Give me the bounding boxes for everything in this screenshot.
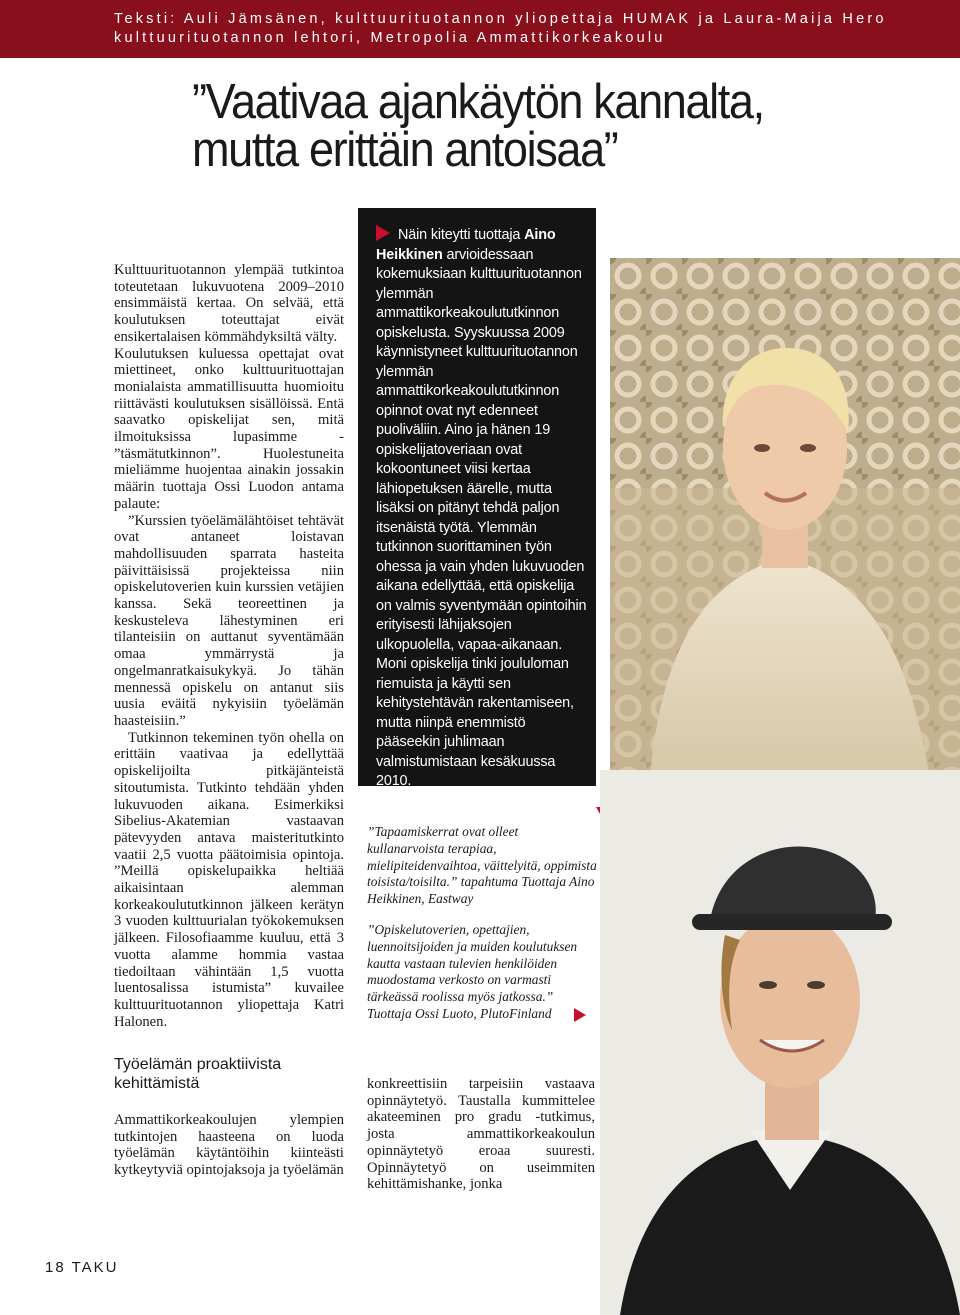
- header-bar: [0, 0, 960, 58]
- page-number: 18 TAKU: [45, 1259, 119, 1276]
- section-subhead: Työelämän proaktiivista kehittämistä: [114, 1056, 282, 1092]
- byline: Teksti: Auli Jämsänen, kulttuurituotannon yliopettaja HUMAK ja Laura-Maija Hero kulttuurituotannon lehtori, Metropolia Ammattikorkeakoulu: [114, 11, 887, 46]
- paragraph: Kulttuurituotannon ylempää tutkintoa toteutetaan lukuvuotena 2009–2010 ensimmäistä kertaa. On selvää, että koulutuksen toteuttajat eivät ensikertalaisen kömmähdyksiltä välty.: [114, 262, 344, 345]
- paragraph: ”Kurssien työelämälähtöiset tehtävät ovat antaneet loistavan mahdollisuuden sparrata hasteita päivittäisissä projekteissa niin opiskelutoverien kuin kurssien vetäjien kanssa. Sekä teoreettinen ja keskusteleva lähestyminen eri tilanteisiin on auttanut syventämään omaa ymmärrystä ja ongelmanratkaisukykyä. Jo tähän mennessä opiskelu on antanut siis uusia eväitä nykyisiin työelämän haasteisiin.”: [114, 512, 344, 729]
- paragraph: Koulutuksen kuluessa opettajat ovat miettineet, onko kulttuurituottajan monialaista ammatillisuutta huomioitu riittävästi koulutuksen sisällöissä. Entä saavatko opiskelijat sen, mitä ilmoituksissa lupasimme - ”täsmätutkinnon”. Huolestuneita mieliämme huojentaa ainakin jossakin määrin tuottaja Ossi Luodon antama palaute:: [114, 345, 344, 512]
- photo-portrait-woman: [610, 258, 960, 778]
- headline-line-2: mutta erittäin antoisaa”: [192, 123, 618, 177]
- highlight-text: [376, 225, 588, 792]
- highlight-lead: Näin kiteytti tuottaja: [398, 227, 525, 243]
- left-column: [114, 262, 344, 1030]
- photo-portrait-man: [600, 770, 960, 1315]
- paragraph: Tutkinnon tekeminen työn ohella on erittäin vaativaa ja edellyttää opiskelijoilta pitkäjänteistä sitoutumista. Tutkinto tehdään yhden lukuvuoden aikana. Esimerkiksi Sibelius-Akatemian vastaavan pätevyyden antava maisteritutkinto vaatii 2,5 vuotta päätoimisia opintoja. ”Meillä opiskelupaikka heltiää aikaisintaan alemman korkeakoulututkinnon jälkeen kerätyn 3 vuoden kulttuurialan työkokemuksen jälkeen. Filosofiaamme kuuluu, että 3 vuotta alamme hommia vastaa tiedoiltaan vähintään 1,5 vuotta luentosalissa istumista” kuvailee kulttuurituotannon yliopettaja Katri Halonen.: [114, 729, 344, 1030]
- headline: [192, 75, 873, 177]
- pull-quote: ”Opiskelutoverien, opettajien, luennoitsijoiden ja muiden koulutuksen kautta vastaan tulevien henkilöiden muodostama verkosto on varmasti tärkeässä roolissa myös jatkossa.” Tuottaja Ossi Luoto, PlutoFinland: [367, 922, 578, 1021]
- paragraph: konkreettisiin tarpeisiin vastaava opinnäytetyö. Taustalla kummittelee akateeminen pro gradu -tutkimus, josta ammattikorkeakoulun opinnäytetyö eroaa suuresti. Opinnäytetyö on useimmiten kehittämishanke, jonka: [367, 1076, 595, 1193]
- portrait-man-image: [600, 770, 960, 1315]
- headline-line-1: ”Vaativaa ajankäytön kannalta,: [192, 75, 764, 129]
- left-column-continued: [114, 1112, 344, 1179]
- highlight-body: arvioidessaan kokemuksiaan kulttuurituotannon ylemmän ammattikorkeakoulututkinnon opiskelusta. Syyskuussa 2009 käynnistyneet kulttuurituotannon ylemmän ammattikorkeakoulututkinnon opinnot ovat nyt edenneet puoliväliin. Aino ja hänen 19 opiskelijatoveriaan ovat kokoontuneet viisi kertaa lähiopetuksen äärelle, mutta lisäksi on pitänyt tehdä paljon itsenäistä työtä. Ylemmän tutkinnon suorittaminen työn ohessa ja vain yhden lukuvuoden aikana edellyttää, että opiskelija on valmis syventymään opintoihin erityisesti lähijaksojen ulkopuolella, vapaa-aikanaan. Moni opiskelija tinki joululoman riemuista ja käytti sen kehitystehtävän rakentamiseen, mutta niinpä enemmistö pääseekin juhlimaan valmistumistaan kesäkuussa 2010.: [376, 246, 587, 789]
- middle-column-continued: [367, 1076, 595, 1193]
- triangle-right-icon: [574, 1008, 586, 1022]
- portrait-woman-image: [610, 258, 960, 778]
- triangle-right-icon: [376, 225, 390, 241]
- pull-quote: ”Tapaamiskerrat ovat olleet kullanarvoista terapiaa, mielipiteidenvaihtoa, väittelyitä, oppimista toisista/toisilta.” tapahtuma Tuottaja Aino Heikkinen, Eastway: [367, 824, 597, 907]
- highlight-name: Aino Heikkinen: [376, 227, 556, 263]
- paragraph: Ammattikorkeakoulujen ylempien tutkintojen haasteena on luoda työelämän käytäntöihin kiinteästi kytkeytyviä opintojaksoja ja työelämän: [114, 1112, 344, 1179]
